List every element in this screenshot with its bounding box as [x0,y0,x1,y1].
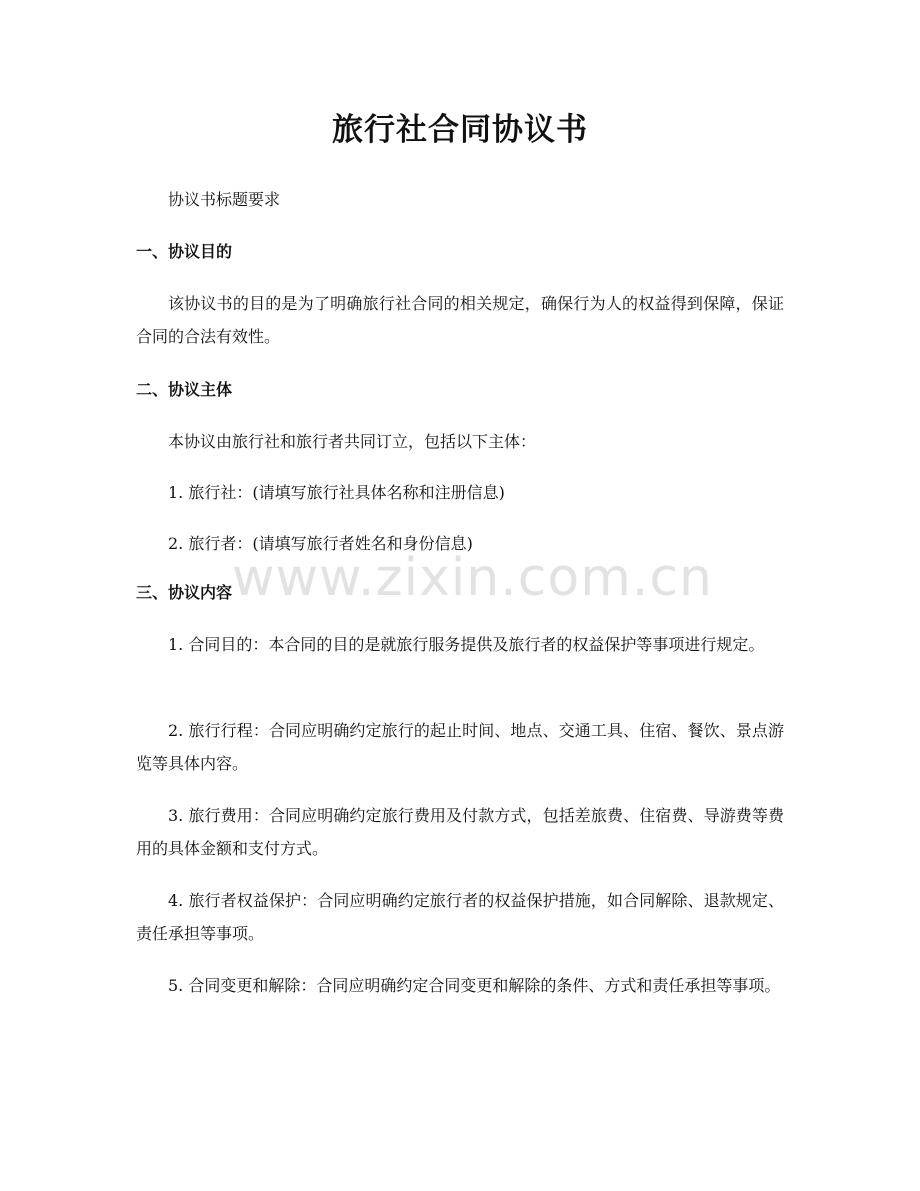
section-parties-item-agency: 1. 旅行社：(请填写旅行社具体名称和注册信息) [168,483,505,502]
section-content-item-4: 4. 旅行者权益保护：合同应明确约定旅行者的权益保护措施，如合同解除、退款规定、责任承担等事项。 [136,891,784,943]
section-content-item-1: 1. 合同目的：本合同的目的是就旅行服务提供及旅行者的权益保护等事项进行规定。 [168,635,765,654]
section-heading-purpose: 一、协议目的 [136,242,233,261]
section-heading-content: 三、协议内容 [136,583,233,602]
section-heading-parties: 二、协议主体 [136,380,233,399]
page-title: 旅行社合同协议书 [332,112,588,148]
section-content-item-3: 3. 旅行费用：合同应明确约定旅行费用及付款方式，包括差旅费、住宿费、导游费等费用的具体金额和支付方式。 [136,806,784,858]
section-content-item-2: 2. 旅行行程：合同应明确约定旅行的起止时间、地点、交通工具、住宿、餐饮、景点游览等具体内容。 [136,721,784,773]
section-parties-intro: 本协议由旅行社和旅行者共同订立，包括以下主体： [168,432,537,451]
watermark: www.zixin.com.cn [232,548,713,608]
section-parties-item-traveler: 2. 旅行者：(请填写旅行者姓名和身份信息) [168,534,473,553]
document-subtitle: 协议书标题要求 [168,190,281,209]
section-purpose-paragraph: 该协议书的目的是为了明确旅行社合同的相关规定，确保行为人的权益得到保障，保证合同的合法有效性。 [136,294,784,346]
section-content-item-5: 5. 合同变更和解除：合同应明确约定合同变更和解除的条件、方式和责任承担等事项。 [168,976,781,995]
